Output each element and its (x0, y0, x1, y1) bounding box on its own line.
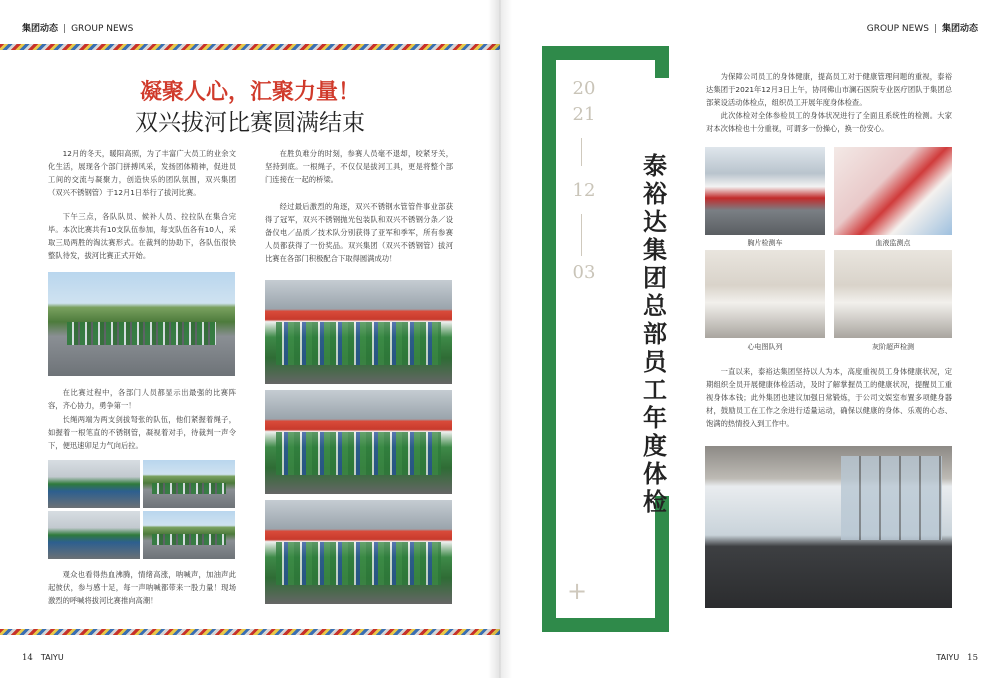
date-divider-1 (581, 138, 582, 166)
green-frame-bottom (542, 618, 669, 632)
date-year-part1: 20 (572, 78, 596, 99)
col2-para2: 经过最后激烈的角逐，双兴不锈钢水管管件事业部获得了冠军，双兴不锈钢抛光包装队和双兴不锈钢分条／设备仪电／品质／技术队分别获得了亚军和季军，所有参赛人员都获得了一份奖品。双兴集团（双兴不锈钢管）拔河比赛在各部门积极配合下取得圆满成功！ (265, 202, 453, 263)
green-frame-right-top (655, 46, 669, 78)
date-divider-2 (581, 214, 582, 256)
col1-para3: 在比赛过程中，各部门人员都显示出最强的比赛阵容，齐心协力，勇争第一！ (48, 388, 236, 410)
intro-para1: 为保障公司员工的身体健康，提高员工对于健康管理问题的重视，泰裕达集团于2021年12月3日上午，协同佛山市澜石医院专业医疗团队于集团总部莱设活动体检点，组织员工开展年度身体检查。 (706, 72, 952, 107)
right-header-section-cn: 集团动态 (941, 24, 978, 34)
right-footer-brand: TAIYU (936, 653, 960, 662)
photo-award-group-2 (265, 390, 452, 494)
photo-ecg-queue (705, 250, 825, 338)
article-title-line1: 凝聚人心，汇聚力量！ (139, 79, 360, 105)
col1-para4: 长绳两端为两支剑拔弩张的队伍，他们紧握着绳子，如握着一根笔直的不锈钢管，凝视着对手，待裁判一声令下，便迅速卯足力气向后拉。 (48, 415, 236, 450)
left-footer (22, 653, 64, 663)
photo-tug-1 (48, 460, 140, 508)
caption-blood-test: 血液监测点 (875, 239, 911, 247)
caption-xray-vehicle: 胸片检测车 (747, 239, 783, 247)
left-footer-brand: TAIYU (40, 653, 64, 662)
rope-border-bottom (0, 629, 500, 635)
right-header-separator: | (933, 24, 937, 34)
photo-tug-3 (48, 511, 140, 559)
right-header-section-en: GROUP NEWS (866, 24, 929, 34)
photo-tug-of-war-field (48, 272, 235, 376)
date-day: 03 (572, 262, 596, 283)
left-page-number: 14 (22, 653, 33, 663)
photo-award-group-3 (265, 500, 452, 604)
date-year-part2: 21 (572, 104, 596, 125)
date-month: 12 (572, 180, 596, 201)
vertical-article-title: 泰裕达集团总部员工年度体检 (643, 151, 667, 516)
caption-ultrasound: 灰阶超声检测 (872, 343, 914, 351)
left-header-section-cn: 集团动态 (22, 24, 59, 34)
right-page (500, 0, 1000, 678)
photo-blood-test (834, 147, 952, 235)
caption-ecg-queue: 心电图队列 (747, 343, 783, 351)
left-header (22, 21, 133, 34)
intro-para2: 此次体检对全体参检员工的身体状况进行了全面且系统性的检测。大家对本次体检也十分重视，可谓多一份操心，换一份安心。 (706, 111, 952, 133)
green-frame-top (542, 46, 669, 60)
book-spine-shadow (488, 0, 512, 678)
plus-mark: + (567, 577, 588, 605)
left-header-section-en: GROUP NEWS (71, 24, 134, 34)
col2-para1: 在胜负难分的时刻，参赛人员毫不退却，咬紧牙关，坚持到底。一根绳子，不仅仅是拔河工具，更是将整个部门连接在一起的桥梁。 (265, 149, 453, 184)
photo-award-group-1 (265, 280, 452, 384)
col1-para1: 12月的冬天，暖阳高照，为了丰富广大员工的业余文化生活，展现各个部门拼搏风采，发扬团体精神，促进员工间的交流与凝聚力，创造快乐的团队氛围，双兴集团（双兴不锈钢管）于12月1日举行了拔河比赛。 (48, 149, 236, 197)
right-header (867, 21, 978, 34)
green-frame-right-bottom (655, 496, 669, 632)
article-title-line2: 双兴拔河比赛圆满结束 (135, 110, 365, 136)
left-header-separator: | (63, 24, 67, 34)
photo-gym-room (705, 446, 952, 608)
photo-tug-4 (143, 511, 235, 559)
rope-border-top (0, 44, 500, 50)
photo-tug-2 (143, 460, 235, 508)
col1-para5: 观众也看得热血沸腾，情绪高涨，呐喊声，加油声此起彼伏，参与感十足，每一声呐喊都带来一股力量！现场激烈的呼喊将拔河比赛推向高潮！ (48, 570, 236, 605)
right-page-number: 15 (967, 653, 978, 663)
photo-xray-vehicle (705, 147, 825, 235)
right-footer (936, 653, 978, 663)
col1-para2: 下午三点，各队队员、候补人员、拉拉队在集合完毕。本次比赛共有10支队伍参加，每支队伍各有10人，采取三局两胜的淘汰赛形式。在裁判的协助下，各队伍很快整队待发，拔河比赛正式开始。 (48, 212, 236, 260)
photo-ultrasound (834, 250, 952, 338)
closing-paragraph: 一直以来，泰裕达集团坚持以人为本，高度重视员工身体健康状况，定期组织全员开展健康体检活动，及时了解掌握员工的健康状况，提醒员工重视身体本钱；此外集团也建议加强日常锻炼，于公司文娱室布置多项健身器材，鼓励员工在工作之余进行适量运动，确保以健康的身体、乐观的心态、饱满的热情投入到工作中。 (706, 367, 952, 428)
green-frame-left (542, 46, 556, 632)
